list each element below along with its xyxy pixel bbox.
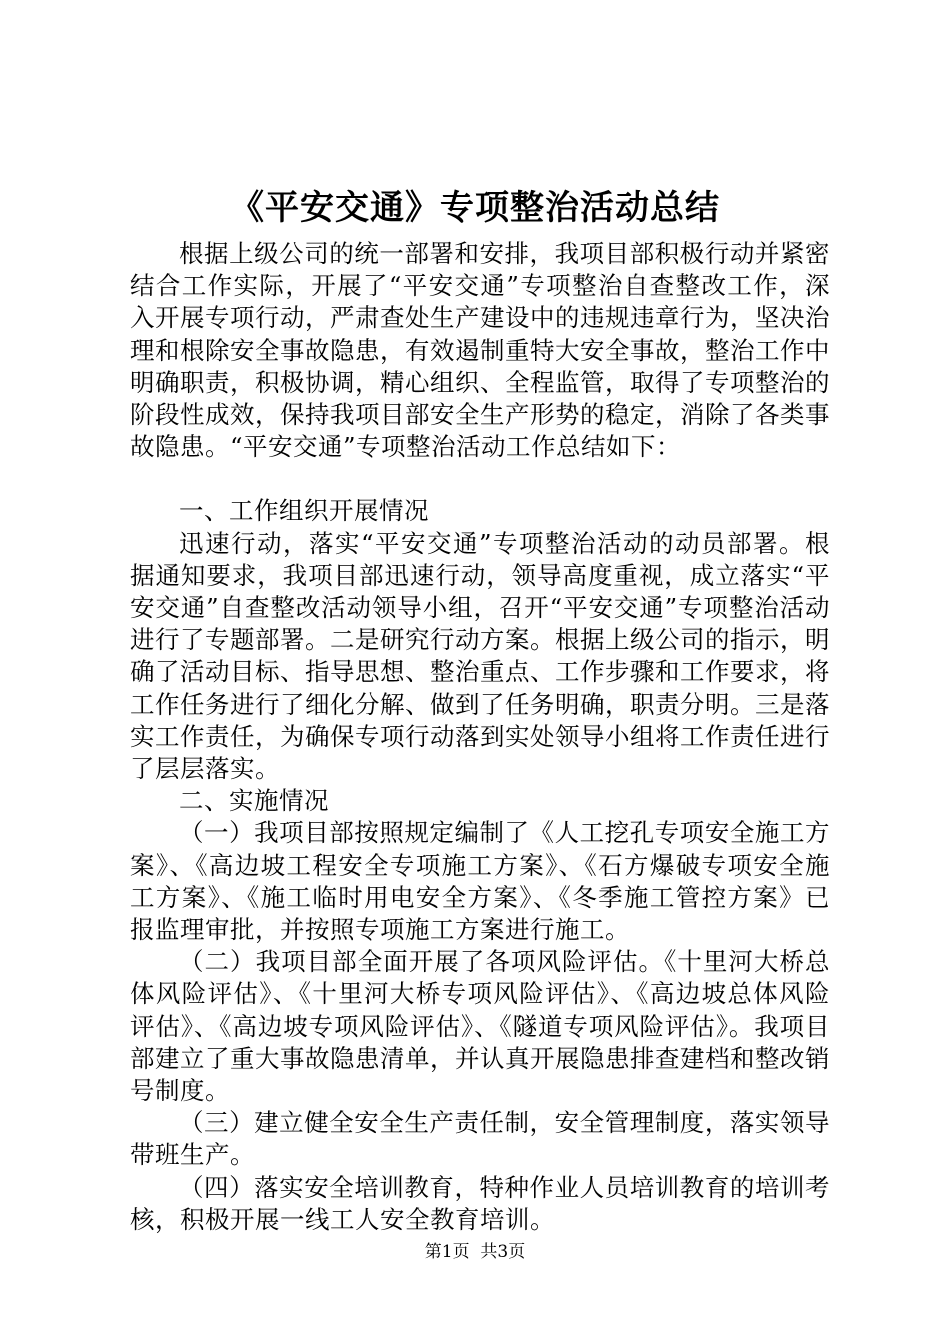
page-number: 第1页	[424, 1242, 470, 1262]
document-title: 《平安交通》专项整治活动总结	[230, 188, 720, 228]
implementation-item-4: （四）落实安全培训教育，特种作业人员培训教育的培训考核，积极开展一线工人安全教育培训。	[130, 1172, 830, 1234]
intro-paragraph: 根据上级公司的统一部署和安排，我项目部积极行动并紧密结合工作实际，开展了“平安交通”专项整治自查整改工作，深入开展专项行动，严肃查处生产建设中的违规违章行为，坚决治理和根除安全事故隐患，有效遏制重特大安全事故，整治工作中明确职责，积极协调，精心组织、全程监管，取得了专项整治的阶段性成效，保持我项目部安全生产形势的稳定，消除了各类事故隐患。“平安交通”专项整治活动工作总结如下：	[130, 239, 830, 462]
footer-spacer	[470, 1242, 481, 1262]
document-body	[130, 238, 830, 1236]
implementation-item-3: （三）建立健全安全生产责任制，安全管理制度，落实领导带班生产。	[130, 1108, 830, 1170]
section-heading-implementation: 二、实施情况	[179, 786, 329, 816]
organization-paragraph: 迅速行动，落实“平安交通”专项整治活动的动员部署。根据通知要求，我项目部迅速行动，领导高度重视，成立落实“平安交通”自查整改活动领导小组，召开“平安交通”专项整治活动进行了专题部署。二是研究行动方案。根据上级公司的指示，明确了活动目标、指导思想、整治重点、工作步骤和工作要求，将工作任务进行了细化分解、做到了任务明确，职责分明。三是落实工作责任，为确保专项行动落到实处领导小组将工作责任进行了层层落实。	[130, 528, 830, 784]
page-footer	[0, 1240, 950, 1264]
implementation-item-1: （一）我项目部按照规定编制了《人工挖孔专项安全施工方案》、《高边坡工程安全专项施工方案》、《石方爆破专项安全施工方案》、《施工临时用电安全方案》、《冬季施工管控方案》已报监理审批，并按照专项施工方案进行施工。	[130, 818, 830, 945]
section-heading-organization: 一、工作组织开展情况	[179, 496, 429, 526]
implementation-item-2: （二）我项目部全面开展了各项风险评估。《十里河大桥总体风险评估》、《十里河大桥专项风险评估》、《高边坡总体风险评估》、《高边坡专项风险评估》、《隧道专项风险评估》。我项目部建立了重大事故隐患清单，并认真开展隐患排查建档和整改销号制度。	[130, 947, 830, 1106]
page-total: 共3页	[480, 1242, 526, 1262]
